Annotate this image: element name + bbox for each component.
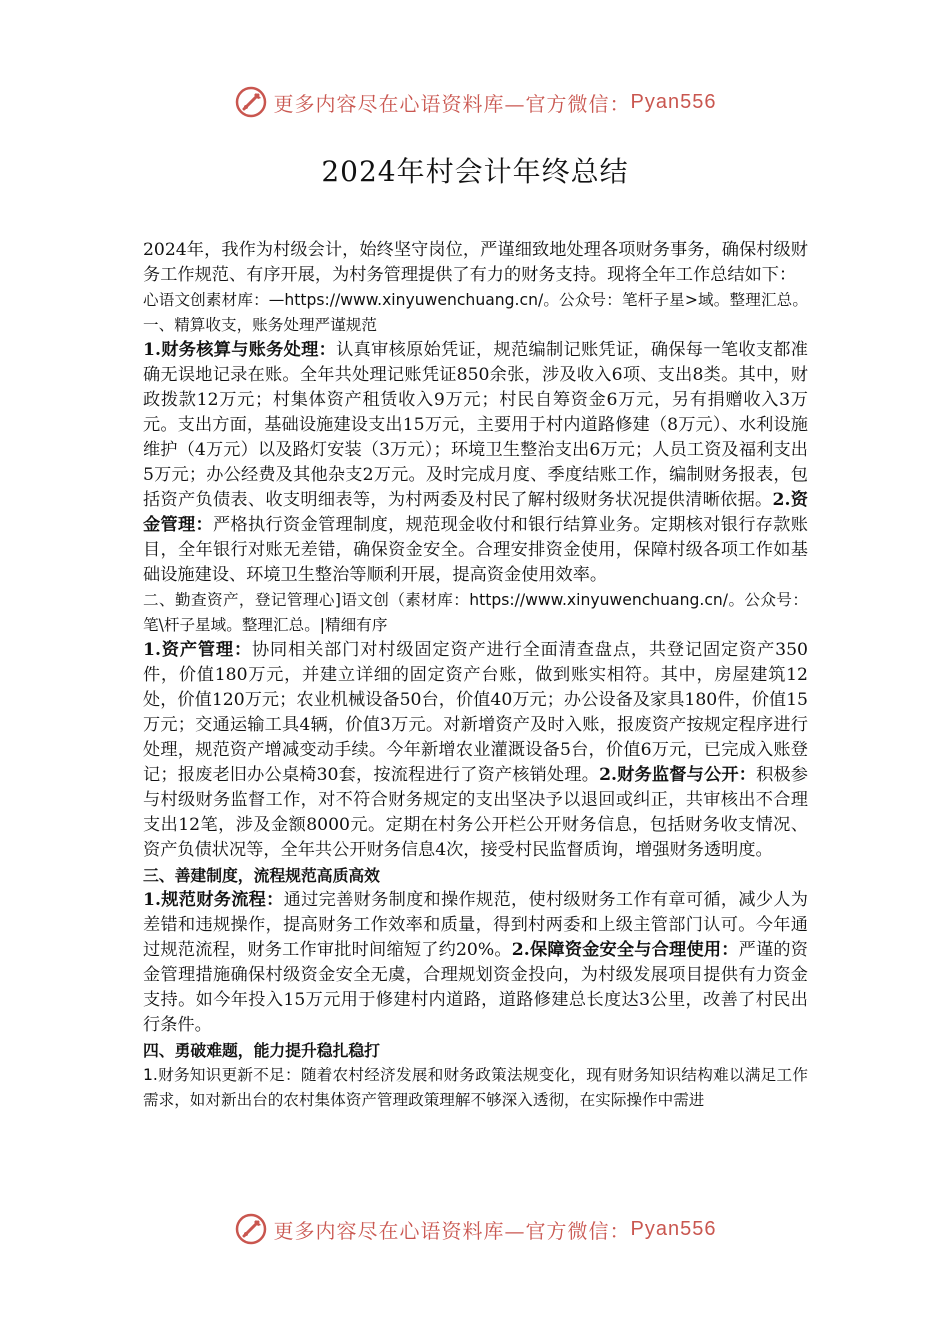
s2-2-heading: 2.财务监督与公开：: [599, 765, 757, 785]
footer-banner: [0, 1209, 950, 1249]
section2-paragraph: [143, 638, 808, 863]
pen-logo-icon: [234, 1212, 268, 1246]
s2-1-body: 协同相关部门对村级固定资产进行全面清查盘点，共登记固定资产350件，价值180万元，并建立详细的固定资产台账，做到账实相符。其中，房屋建筑12处，价值120万元；农业机械设备50台，价值40万元；办公设备及家具180件，价值15万元；交通运输工具4辆，价值3万元。对新增资产及时入账，报废资产按规定程序进行处理，规范资产增减变动手续。今年新增农业灌溉设备5台，价值6万元，已完成入账登记；报废老旧办公桌椅30套，按流程进行了资产核销处理。: [143, 640, 808, 785]
section3-heading: 三、善建制度，流程规范高质高效: [143, 866, 380, 885]
pen-logo-icon: [234, 85, 268, 119]
section3-paragraph: [143, 888, 808, 1038]
s1-2-body: 严格执行资金管理制度，规范现金收付和银行结算业务。定期核对银行存款账目，全年银行对账无差错，确保资金安全。合理安排资金使用，保障村级各项工作如基础设施建设、环境卫生整治等顺利开展，提高资金使用效率。: [143, 515, 808, 585]
source-note-1: 心语文创素材库：—https://www.xinyuwenchuang.cn/。公众号：笔杆子星>域。整理汇总。一、精算收支，账务处理严谨规范: [143, 291, 808, 334]
s1-1-body: 认真审核原始凭证，规范编制记账凭证，确保每一笔收支都准确无误地记录在账。全年共处理记账凭证850余张，涉及收入6项、支出8类。其中，财政拨款12万元；村集体资产租赁收入9万元；村民自筹资金6万元，另有捐赠收入3万元。支出方面，基础设施建设支出15万元，主要用于村内道路修建（8万元）、水利设施维护（4万元）以及路灯安装（3万元）；环境卫生整治支出6万元；人员工资及福利支出5万元；办公经费及其他杂支2万元。及时完成月度、季度结账工作，编制财务报表，包括资产负债表、收支明细表等，为村两委及村民了解村级财务状况提供清晰依据。: [143, 340, 808, 510]
s1-1-heading: 1.财务核算与账务处理：: [143, 340, 337, 360]
source-note-2: 二、勤查资产，登记管理心]语文创（素材库：https://www.xinyuwenchuang.cn/。公众号：笔\杆子星域。整理汇总。|精细有序: [143, 591, 808, 634]
section4-paragraph: 1.财务知识更新不足：随着农村经济发展和财务政策法规变化，现有财务知识结构难以满足工作需求，如对新出台的农村集体资产管理政策理解不够深入透彻，在实际操作中需进: [143, 1066, 808, 1109]
document-body: [143, 238, 808, 1113]
document-title: 2024年村会计年终总结: [321, 155, 629, 188]
s3-1-body: 通过完善财务制度和操作规范，使村级财务工作有章可循，减少人为差错和违规操作，提高财务工作效率和质量，得到村两委和上级主管部门认可。今年通过规范流程，财务工作审批时间缩短了约20%。: [143, 890, 808, 960]
s3-2-heading: 2.保障资金安全与合理使用：: [511, 940, 739, 960]
banner-wechat: Pyan556: [630, 90, 717, 113]
banner-text: 更多内容尽在心语资料库—官方微信：: [273, 1218, 631, 1243]
header-banner: [0, 82, 950, 122]
intro-paragraph: 2024年，我作为村级会计，始终坚守岗位，严谨细致地处理各项财务事务，确保村级财务工作规范、有序开展，为村务管理提供了有力的财务支持。现将全年工作总结如下：: [143, 240, 808, 285]
s1-2-heading: 2.资金管理：: [143, 490, 808, 535]
section1-paragraph: [143, 338, 808, 588]
section4-heading: 四、勇破难题，能力提升稳扎稳打: [143, 1041, 380, 1060]
s2-1-heading: 1.资产管理：: [143, 640, 252, 660]
s3-2-body: 严谨的资金管理措施确保村级资金安全无虞，合理规划资金投向，为村级发展项目提供有力资金支持。如今年投入15万元用于修建村内道路，道路修建总长度达3公里，改善了村民出行条件。: [143, 940, 808, 1035]
s2-2-body: 积极参与村级财务监督工作，对不符合财务规定的支出坚决予以退回或纠正，共审核出不合理支出12笔，涉及金额8000元。定期在村务公开栏公开财务信息，包括财务收支情况、资产负债状况等，全年共公开财务信息4次，接受村民监督质询，增强财务透明度。: [143, 765, 808, 860]
banner-wechat: Pyan556: [630, 1217, 717, 1240]
s3-1-heading: 1.规范财务流程：: [143, 890, 284, 910]
banner-text: 更多内容尽在心语资料库—官方微信：: [273, 91, 631, 116]
